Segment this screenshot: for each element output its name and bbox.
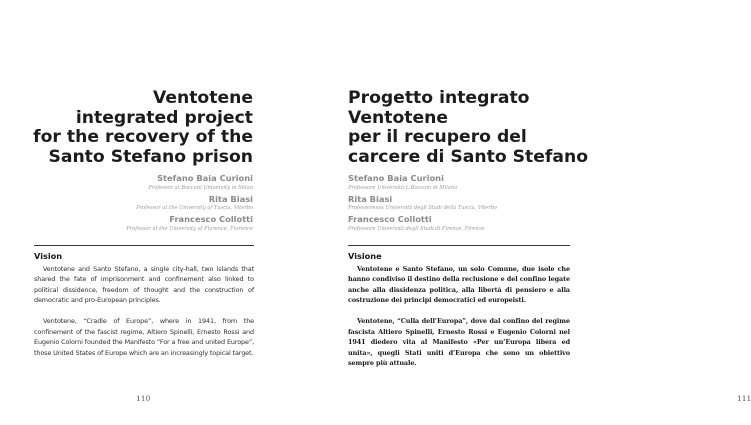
author-name: Stefano Baia Curioni <box>348 173 444 183</box>
title-line: Progetto integrato <box>348 88 530 108</box>
author-entry <box>23 214 253 233</box>
paragraph: Ventotene e Santo Stefano, un solo Comune, due isole che hanno condiviso il destino della reclusione e del confino legate anche alla dissidenza politica, alla libertà di pensiero e alla costruzione dei principi democratici ed europeisti. <box>348 265 570 305</box>
title-line: per il recupero del <box>348 127 527 147</box>
page-number: 111 <box>737 394 751 403</box>
title-line: Ventotene <box>348 107 449 128</box>
title-line: Ventotene <box>152 88 253 108</box>
author-entry <box>348 214 578 233</box>
paragraph: Ventotene, “Cradle of Europe”, where in 1941, from the confinement of the fascist regime, Altiero Spinelli, Ernesto Rossi and Eugenio Colorni founded the Manifesto “For a free and united Europe”, those United States of Europe which are an increasingly topical target. <box>34 317 254 357</box>
author-affiliation: Professor at the University of Florence, Florence <box>126 225 253 232</box>
author-entry <box>23 194 253 213</box>
author-name: Francesco Collotti <box>348 214 432 224</box>
author-entry <box>348 173 578 192</box>
author-name: Rita Biasi <box>208 193 253 204</box>
paragraph: Ventotene and Santo Stefano, a single city-hall, two islands that shared the fate of imprisonment and confinement also linked to political dissidence, freedom of thought and the construction of democratic and pro-European principles. <box>34 265 254 305</box>
author-name: Stefano Baia Curioni <box>157 173 253 183</box>
author-affiliation: Professore Università L.Bocconi di Milano <box>348 184 458 191</box>
author-affiliation: Professore Università degli Studi di Firenze, Firenze <box>348 225 485 232</box>
page-number: 110 <box>136 394 151 403</box>
section-heading: Visione <box>348 251 382 261</box>
title-line: carcere di Santo Stefano <box>348 146 588 167</box>
author-entry <box>348 194 578 213</box>
section-divider <box>348 245 570 246</box>
title-line: integrated project <box>75 107 253 128</box>
section-divider <box>34 245 254 246</box>
page-title <box>348 89 588 167</box>
title-line: Santo Stefano prison <box>48 146 253 167</box>
author-entry <box>23 173 253 192</box>
title-line: for the recovery of the <box>33 127 253 147</box>
page-title <box>13 89 253 167</box>
author-list <box>23 173 253 235</box>
author-affiliation: Professor at Bocconi University in Milan <box>148 184 253 191</box>
body-text <box>34 264 254 369</box>
author-name: Francesco Collotti <box>169 214 253 224</box>
author-affiliation: Professor at the University of Tuscia, Viterbo <box>136 205 253 211</box>
section-heading: Vision <box>34 251 63 261</box>
author-list <box>348 173 578 235</box>
right-page <box>300 0 751 425</box>
body-text <box>348 264 570 379</box>
author-affiliation: Professoressa Università degli Studi della Tuscia, Viterbo <box>348 205 497 211</box>
left-page <box>0 0 300 425</box>
author-name: Rita Biasi <box>348 193 393 204</box>
paragraph: Ventotene, “Culla dell’Europa”, dove dal confino del regime fascista Altiero Spinelli, Ernesto Rossi e Eugenio Colorni nel 1941 diedero vita al Manifesto «Per un’Europa libera ed unita», quegli Stati uniti d’Europa che sono un obiettivo sempre più attuale. <box>348 317 570 368</box>
